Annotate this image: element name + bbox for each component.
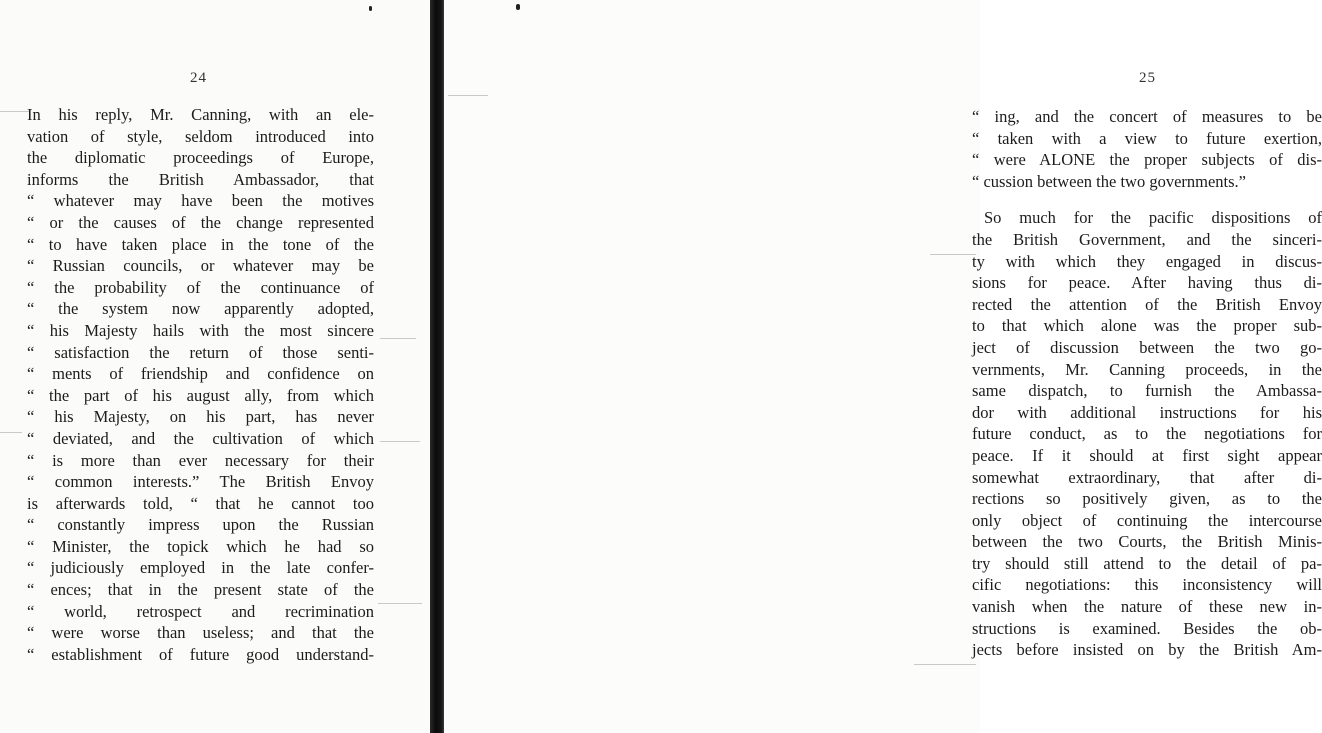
text-line: the diplomatic proceedings of Europe,	[27, 148, 374, 168]
text-line: “ to have taken place in the tone of the	[27, 234, 374, 254]
text-line: “ constantly impress upon the Russian	[27, 515, 374, 535]
text-line: “ ences; that in the present state of the	[27, 580, 374, 600]
text-line: “ ments of friendship and confidence on	[27, 364, 374, 384]
quote-block	[972, 106, 1322, 192]
text-line: “ were ALONE the proper subjects of dis-	[972, 150, 1322, 170]
text-line: somewhat extraordinary, that after di-	[972, 467, 1322, 487]
scan-rule	[0, 432, 22, 433]
text-line: “ or the causes of the change represented	[27, 212, 374, 232]
text-line: “ taken with a view to future exertion,	[972, 128, 1322, 148]
text-line: rections so positively given, as to the	[972, 489, 1322, 509]
text-line: vernments, Mr. Canning proceeds, in the	[972, 359, 1322, 379]
text-line: only object of continuing the intercourse	[972, 510, 1322, 530]
text-line: “ cussion between the two governments.”	[972, 171, 1247, 191]
text-line: “ the part of his august ally, from which	[27, 385, 374, 405]
text-line: “ common interests.” The British Envoy	[27, 472, 374, 492]
text-line: vanish when the nature of these new in-	[972, 597, 1322, 617]
text-line: to that which alone was the proper sub-	[972, 316, 1322, 336]
text-line: peace. If it should at first sight appear	[972, 445, 1322, 465]
page-number-right: 25	[1139, 70, 1156, 86]
scan-rule	[448, 95, 488, 96]
text-line: between the two Courts, the British Minis-	[972, 532, 1322, 552]
scan-rule	[378, 603, 422, 604]
text-line: ject of discussion between the two go-	[972, 337, 1322, 357]
text-line: future conduct, as to the negotiations for	[972, 424, 1322, 444]
text-line: “ is more than ever necessary for their	[27, 450, 374, 470]
text-line: the British Government, and the sinceri-	[972, 229, 1322, 249]
text-line: dor with additional instructions for his	[972, 402, 1322, 422]
text-line: sions for peace. After having thus di-	[972, 273, 1322, 293]
text-line: same dispatch, to furnish the Ambassa-	[972, 381, 1322, 401]
text-line: rected the attention of the British Envoy	[972, 294, 1322, 314]
right-page	[444, 0, 1322, 733]
scan-rule	[914, 664, 976, 665]
text-line: In his reply, Mr. Canning, with an ele-	[27, 105, 374, 124]
text-line: “ his Majesty, on his part, has never	[27, 407, 374, 427]
ink-speck	[516, 4, 520, 10]
text-line: “ Russian councils, or whatever may be	[27, 256, 374, 276]
text-line: vation of style, seldom introduced into	[27, 126, 374, 146]
ink-speck	[369, 6, 372, 11]
text-line: is afterwards told, “ that he cannot too	[27, 493, 374, 513]
text-line: ty with which they engaged in discus-	[972, 251, 1322, 271]
text-line: “ the system now apparently adopted,	[27, 299, 374, 319]
left-page	[0, 0, 430, 733]
text-line: So much for the pacific dispositions of	[984, 208, 1322, 228]
text-line: “ judiciously employed in the late confer-	[27, 558, 374, 578]
text-line: jects before insisted on by the British Am-	[972, 640, 1322, 660]
text-line: “ his Majesty hails with the most sincere	[27, 320, 374, 340]
text-line: “ ing, and the concert of measures to be	[972, 107, 1322, 126]
left-text-column	[27, 104, 374, 665]
paragraph	[972, 207, 1322, 660]
text-line: informs the British Ambassador, that	[27, 169, 374, 189]
text-line: try should still attend to the detail of pa-	[972, 553, 1322, 573]
text-line: “ world, retrospect and recrimination	[27, 601, 374, 621]
text-line: cific negotiations: this inconsistency will	[972, 575, 1322, 595]
text-line: “ Minister, the topick which he had so	[27, 536, 374, 556]
text-line: structions is examined. Besides the ob-	[972, 618, 1322, 638]
scan-rule	[930, 254, 976, 255]
scan-rule	[0, 111, 30, 112]
text-line: “ satisfaction the return of those senti-	[27, 342, 374, 362]
text-line: “ were worse than useless; and that the	[27, 623, 374, 643]
text-line: “ the probability of the continuance of	[27, 277, 374, 297]
scan-rule	[380, 338, 416, 339]
right-text-column	[972, 106, 1322, 676]
text-line: “ whatever may have been the motives	[27, 191, 374, 211]
scan-rule	[380, 441, 420, 442]
page-number-left: 24	[190, 70, 207, 86]
text-line: “ establishment of future good understand-	[27, 644, 374, 664]
book-gutter	[430, 0, 444, 733]
text-line: “ deviated, and the cultivation of which	[27, 428, 374, 448]
